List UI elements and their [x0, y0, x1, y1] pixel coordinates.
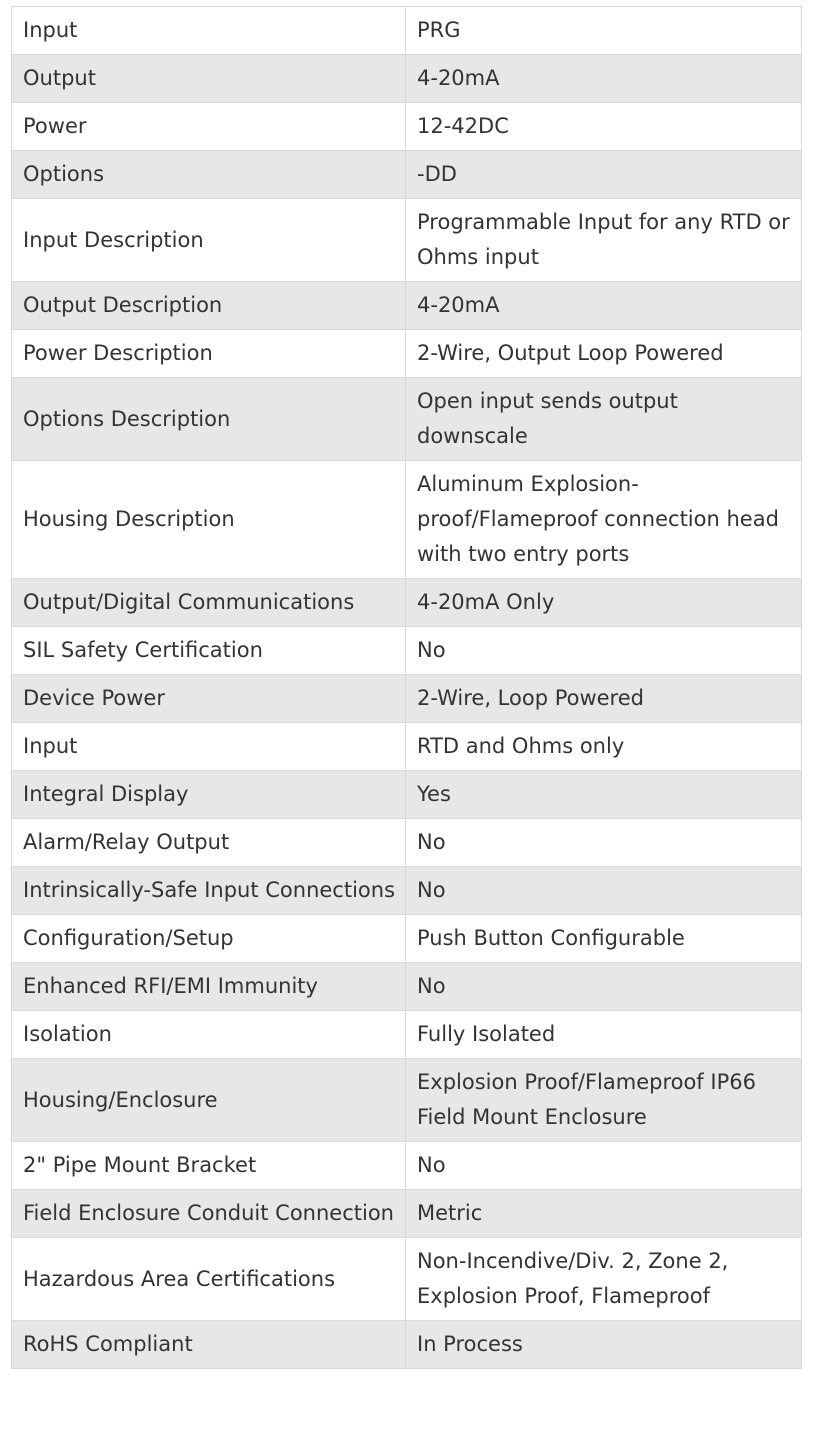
row-value: RTD and Ohms only [406, 723, 802, 771]
row-value: Explosion Proof/Flameproof IP66 Field Mount Enclosure [406, 1059, 802, 1142]
table-row [12, 199, 802, 282]
row-value: No [406, 963, 802, 1011]
table-row [12, 771, 802, 819]
row-label: Options Description [12, 378, 406, 461]
row-label: RoHS Compliant [12, 1321, 406, 1369]
table-row [12, 1011, 802, 1059]
row-value: Programmable Input for any RTD or Ohms input [406, 199, 802, 282]
table-row [12, 675, 802, 723]
row-label: 2" Pipe Mount Bracket [12, 1142, 406, 1190]
row-value: No [406, 627, 802, 675]
row-value: PRG [406, 7, 802, 55]
table-row [12, 723, 802, 771]
row-value: No [406, 867, 802, 915]
row-label: Power [12, 103, 406, 151]
row-label: Device Power [12, 675, 406, 723]
table-row [12, 1321, 802, 1369]
row-value: Open input sends output downscale [406, 378, 802, 461]
table-row [12, 7, 802, 55]
row-label: Isolation [12, 1011, 406, 1059]
row-value: 12-42DC [406, 103, 802, 151]
table-row [12, 627, 802, 675]
row-label: Alarm/Relay Output [12, 819, 406, 867]
table-row [12, 378, 802, 461]
row-label: Hazardous Area Certifications [12, 1238, 406, 1321]
table-row [12, 915, 802, 963]
row-value: Non-Incendive/Div. 2, Zone 2, Explosion Proof, Flameproof [406, 1238, 802, 1321]
row-value: 4-20mA [406, 282, 802, 330]
row-value: Fully Isolated [406, 1011, 802, 1059]
table-row [12, 579, 802, 627]
specifications-table [11, 6, 802, 1369]
row-value: In Process [406, 1321, 802, 1369]
row-value: 2-Wire, Loop Powered [406, 675, 802, 723]
row-label: Field Enclosure Conduit Connection [12, 1190, 406, 1238]
row-value: Push Button Configurable [406, 915, 802, 963]
table-row [12, 461, 802, 579]
table-row [12, 151, 802, 199]
row-label: SIL Safety Certification [12, 627, 406, 675]
row-label: Intrinsically-Safe Input Connections [12, 867, 406, 915]
row-value: Metric [406, 1190, 802, 1238]
row-value: -DD [406, 151, 802, 199]
row-label: Housing Description [12, 461, 406, 579]
row-value: 2-Wire, Output Loop Powered [406, 330, 802, 378]
table-row [12, 963, 802, 1011]
row-label: Input Description [12, 199, 406, 282]
table-row [12, 867, 802, 915]
row-label: Input [12, 7, 406, 55]
row-label: Integral Display [12, 771, 406, 819]
row-label: Housing/Enclosure [12, 1059, 406, 1142]
row-label: Power Description [12, 330, 406, 378]
row-label: Output Description [12, 282, 406, 330]
table-row [12, 1142, 802, 1190]
table-row [12, 1238, 802, 1321]
row-value: No [406, 819, 802, 867]
row-value: No [406, 1142, 802, 1190]
row-label: Output/Digital Communications [12, 579, 406, 627]
row-value: 4-20mA [406, 55, 802, 103]
table-row [12, 819, 802, 867]
table-row [12, 282, 802, 330]
row-label: Options [12, 151, 406, 199]
row-value: Aluminum Explosion-proof/Flameproof connection head with two entry ports [406, 461, 802, 579]
row-label: Input [12, 723, 406, 771]
row-label: Output [12, 55, 406, 103]
row-label: Enhanced RFI/EMI Immunity [12, 963, 406, 1011]
table-row [12, 1190, 802, 1238]
row-value: 4-20mA Only [406, 579, 802, 627]
row-label: Configuration/Setup [12, 915, 406, 963]
table-row [12, 330, 802, 378]
table-row [12, 103, 802, 151]
row-value: Yes [406, 771, 802, 819]
table-row [12, 55, 802, 103]
table-row [12, 1059, 802, 1142]
